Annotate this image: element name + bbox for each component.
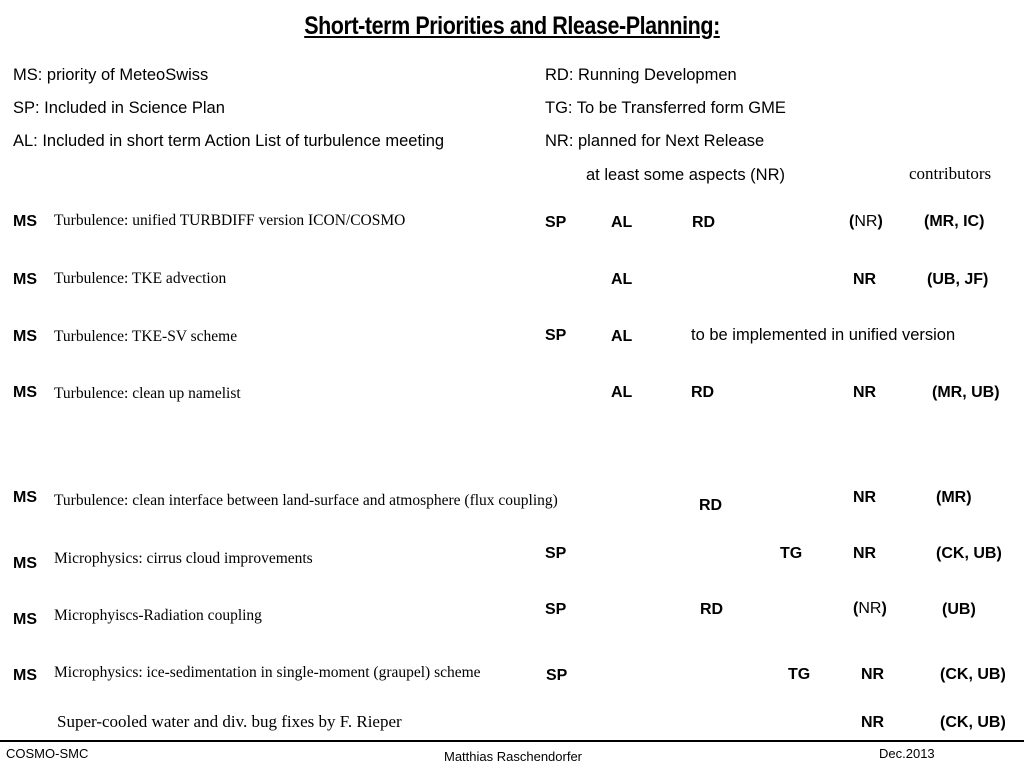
task-label: Microphysics: ice-sedimentation in single-moment (graupel) scheme — [54, 664, 481, 681]
contributors: (MR, UB) — [932, 384, 1000, 401]
tg-tag: TG — [788, 666, 811, 683]
nr-tag: NR — [861, 714, 885, 731]
contributors: (MR) — [936, 489, 972, 506]
nr-tag — [853, 600, 887, 618]
nr-tag: NR — [853, 489, 877, 506]
nr-inner: NR — [854, 213, 878, 230]
legend-al: AL: Included in short term Action List of turbulence meeting — [13, 132, 445, 150]
sp-tag: SP — [545, 601, 567, 618]
ms-tag: MS — [13, 667, 37, 684]
contributors: (CK, UB) — [936, 545, 1002, 562]
nr-tag — [849, 213, 883, 231]
ms-tag: MS — [13, 328, 37, 345]
task-label: Super-cooled water and div. bug fixes by F. Rieper — [57, 712, 402, 731]
footer-author: Matthias Raschendorfer — [444, 749, 583, 764]
task-label: Microphyiscs-Radiation coupling — [54, 607, 262, 624]
sp-tag: SP — [546, 667, 568, 684]
legend-tg: TG: To be Transferred form GME — [545, 99, 786, 117]
legend-ms: MS: priority of MeteoSwiss — [13, 66, 209, 84]
page-title: Short-term Priorities and Rlease-Planning: — [304, 12, 720, 40]
nr-inner: NR — [858, 600, 882, 617]
contributors: (UB) — [942, 601, 976, 618]
contributors-heading: contributors — [909, 164, 992, 183]
al-tag: AL — [611, 384, 633, 401]
rd-tag: RD — [691, 384, 715, 401]
nr-close-paren: ) — [877, 213, 883, 230]
ms-tag: MS — [13, 611, 37, 628]
task-label: Turbulence: TKE advection — [54, 270, 227, 287]
task-label: Microphysics: cirrus cloud improvements — [54, 550, 313, 567]
sp-tag: SP — [545, 545, 567, 562]
ms-tag: MS — [13, 384, 37, 401]
rd-tag: RD — [692, 214, 716, 231]
note: to be implemented in unified version — [691, 326, 956, 344]
contributors: (UB, JF) — [927, 271, 989, 288]
rd-tag: RD — [699, 497, 723, 514]
nr-close-paren: ) — [881, 600, 887, 617]
legend-rd: RD: Running Developmen — [545, 66, 737, 84]
task-label: Turbulence: clean interface between land-surface and atmosphere (flux coupling) — [54, 492, 558, 509]
nr-tag: NR — [861, 666, 885, 683]
task-label: Turbulence: unified TURBDIFF version ICON/COSMO — [54, 212, 406, 229]
nr-open-paren: ( — [849, 213, 855, 230]
legend-nr: NR: planned for Next Release — [545, 132, 765, 150]
nr-tag: NR — [853, 384, 877, 401]
task-label: Turbulence: clean up namelist — [54, 385, 241, 402]
nr-open-paren: ( — [853, 600, 859, 617]
ms-tag: MS — [13, 271, 37, 288]
sp-tag: SP — [545, 327, 567, 344]
ms-tag: MS — [13, 213, 37, 230]
rd-tag: RD — [700, 601, 724, 618]
legend-sp: SP: Included in Science Plan — [13, 99, 225, 117]
nr-tag: NR — [853, 545, 877, 562]
nr-tag: NR — [853, 271, 877, 288]
task-label: Turbulence: TKE-SV scheme — [54, 328, 238, 345]
ms-tag: MS — [13, 555, 37, 572]
footer-divider — [0, 740, 1024, 742]
contributors: (MR, IC) — [924, 213, 985, 230]
contributors: (CK, UB) — [940, 666, 1006, 683]
al-tag: AL — [611, 214, 633, 231]
ms-tag: MS — [13, 489, 37, 506]
legend-nr-aspects: at least some aspects (NR) — [586, 166, 785, 184]
footer-date: Dec.2013 — [879, 746, 935, 761]
sp-tag: SP — [545, 214, 567, 231]
contributors: (CK, UB) — [940, 714, 1006, 731]
al-tag: AL — [611, 271, 633, 288]
al-tag: AL — [611, 328, 633, 345]
footer-left: COSMO-SMC — [6, 746, 89, 761]
tg-tag: TG — [780, 545, 803, 562]
